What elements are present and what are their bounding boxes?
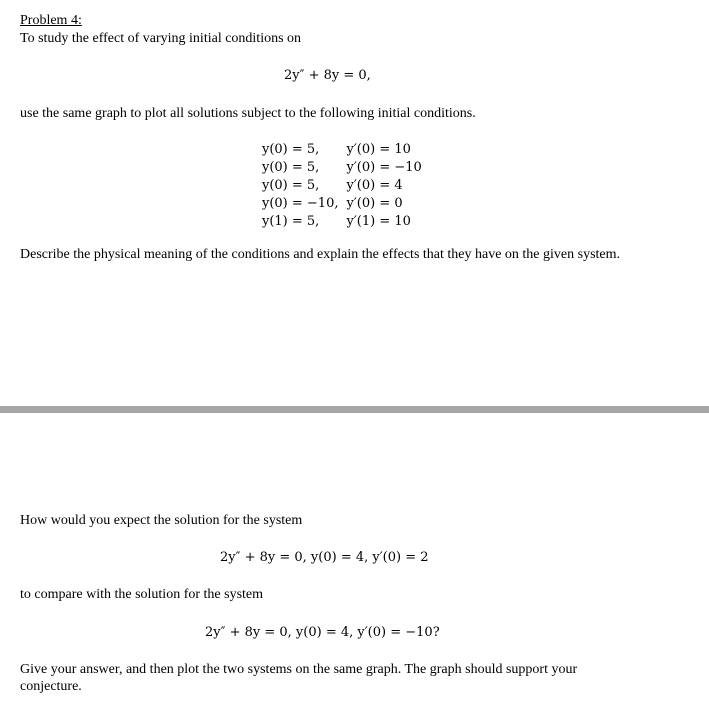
condition-row (262, 213, 422, 231)
condition-yprime: y′(0) = −10 (346, 160, 422, 175)
describe-text: Describe the physical meaning of the conditions and explain the effects that they have on the given system. (20, 247, 621, 262)
condition-y: y(0) = −10, (262, 196, 339, 211)
condition-yprime: y′(0) = 4 (346, 178, 403, 193)
problem-intro: To study the effect of varying initial conditions on (20, 31, 302, 46)
instruction-text: use the same graph to plot all solutions subject to the following initial conditions. (20, 106, 476, 121)
condition-y: y(0) = 5, (262, 142, 320, 157)
equation-system-1: 2y″ + 8y = 0, y(0) = 4, y′(0) = 2 (220, 550, 429, 565)
question-text: How would you expect the solution for the system (20, 513, 303, 528)
equation-system-2: 2y″ + 8y = 0, y(0) = 4, y′(0) = −10? (205, 625, 440, 640)
compare-text: to compare with the solution for the system (20, 587, 264, 602)
condition-row (262, 159, 422, 177)
problem-title: Problem 4: (20, 13, 82, 28)
condition-yprime: y′(1) = 10 (346, 214, 411, 229)
final-instruction-text: Give your answer, and then plot the two systems on the same graph. The graph should support your conjecture. (20, 662, 578, 694)
condition-row (262, 177, 422, 195)
condition-yprime: y′(0) = 0 (346, 196, 403, 211)
equation-main: 2y″ + 8y = 0, (284, 68, 371, 83)
condition-y: y(0) = 5, (262, 178, 320, 193)
condition-row (262, 195, 422, 213)
section-divider (0, 406, 709, 413)
condition-yprime: y′(0) = 10 (346, 142, 411, 157)
condition-y: y(1) = 5, (262, 214, 320, 229)
condition-y: y(0) = 5, (262, 160, 320, 175)
condition-row (262, 141, 422, 159)
initial-conditions-table (262, 141, 422, 231)
